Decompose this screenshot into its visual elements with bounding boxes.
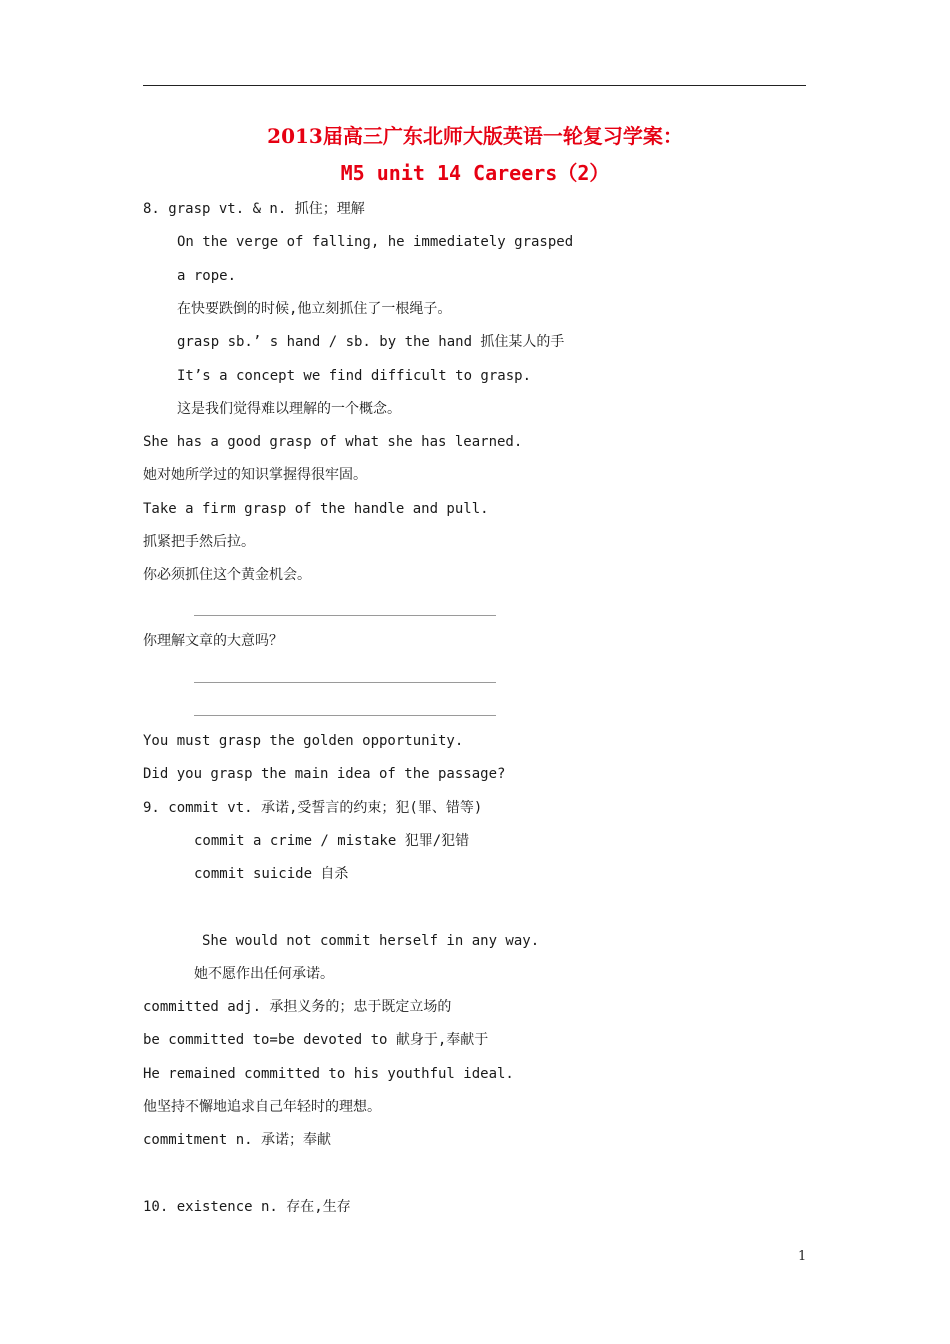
- exercise-prompt: 你理解文章的大意吗？: [143, 633, 283, 649]
- answer-blank: [194, 682, 496, 683]
- example-translation: 在快要跌倒的时候,他立刻抓住了一根绳子。: [177, 301, 452, 317]
- example-translation: 抓紧把手然后拉。: [143, 534, 255, 550]
- example-translation: 他坚持不懈地追求自己年轻时的理想。: [143, 1099, 381, 1115]
- derived-word-line: committed adj. 承担义务的；忠于既定立场的: [143, 999, 452, 1015]
- example-translation: 这是我们觉得难以理解的一个概念。: [177, 401, 401, 417]
- document-title: 2013届高三广东北师大版英语一轮复习学案：: [267, 124, 683, 148]
- example-sentence: Take a firm grasp of the handle and pull.: [143, 501, 489, 517]
- entry-heading-grasp: 8. grasp vt. & n. 抓住；理解: [143, 201, 365, 217]
- page-number: 1: [798, 1249, 807, 1264]
- phrase-line: commit suicide 自杀: [194, 866, 349, 882]
- answer-sentence: Did you grasp the main idea of the passage?: [143, 766, 506, 782]
- derived-word-line: commitment n. 承诺；奉献: [143, 1132, 332, 1148]
- document-subtitle: M5 unit 14 Careers（2）: [340, 161, 610, 185]
- example-sentence: She would not commit herself in any way.: [202, 933, 540, 949]
- example-translation: 她不愿作出任何承诺。: [194, 966, 334, 982]
- example-sentence: On the verge of falling, he immediately grasped: [177, 234, 574, 250]
- phrase-line: grasp sb.’ s hand / sb. by the hand 抓住某人的手: [177, 334, 565, 350]
- entry-heading-commit: 9. commit vt. 承诺,受誓言的约束；犯(罪、错等): [143, 800, 483, 816]
- phrase-line: commit a crime / mistake 犯罪/犯错: [194, 833, 470, 849]
- example-translation: 她对她所学过的知识掌握得很牢固。: [143, 467, 367, 483]
- header-rule: [143, 85, 806, 86]
- example-sentence: It’s a concept we find difficult to grasp.: [177, 368, 532, 384]
- entry-heading-existence: 10. existence n. 存在,生存: [143, 1199, 351, 1215]
- example-sentence: She has a good grasp of what she has learned.: [143, 434, 523, 450]
- example-sentence: He remained committed to his youthful ideal.: [143, 1066, 514, 1082]
- phrase-line: be committed to=be devoted to 献身于,奉献于: [143, 1032, 489, 1048]
- answer-blank: [194, 615, 496, 616]
- answer-blank: [194, 715, 496, 716]
- exercise-prompt: 你必须抓住这个黄金机会。: [143, 567, 311, 583]
- answer-sentence: You must grasp the golden opportunity.: [143, 733, 464, 749]
- example-sentence-cont: a rope.: [177, 268, 237, 284]
